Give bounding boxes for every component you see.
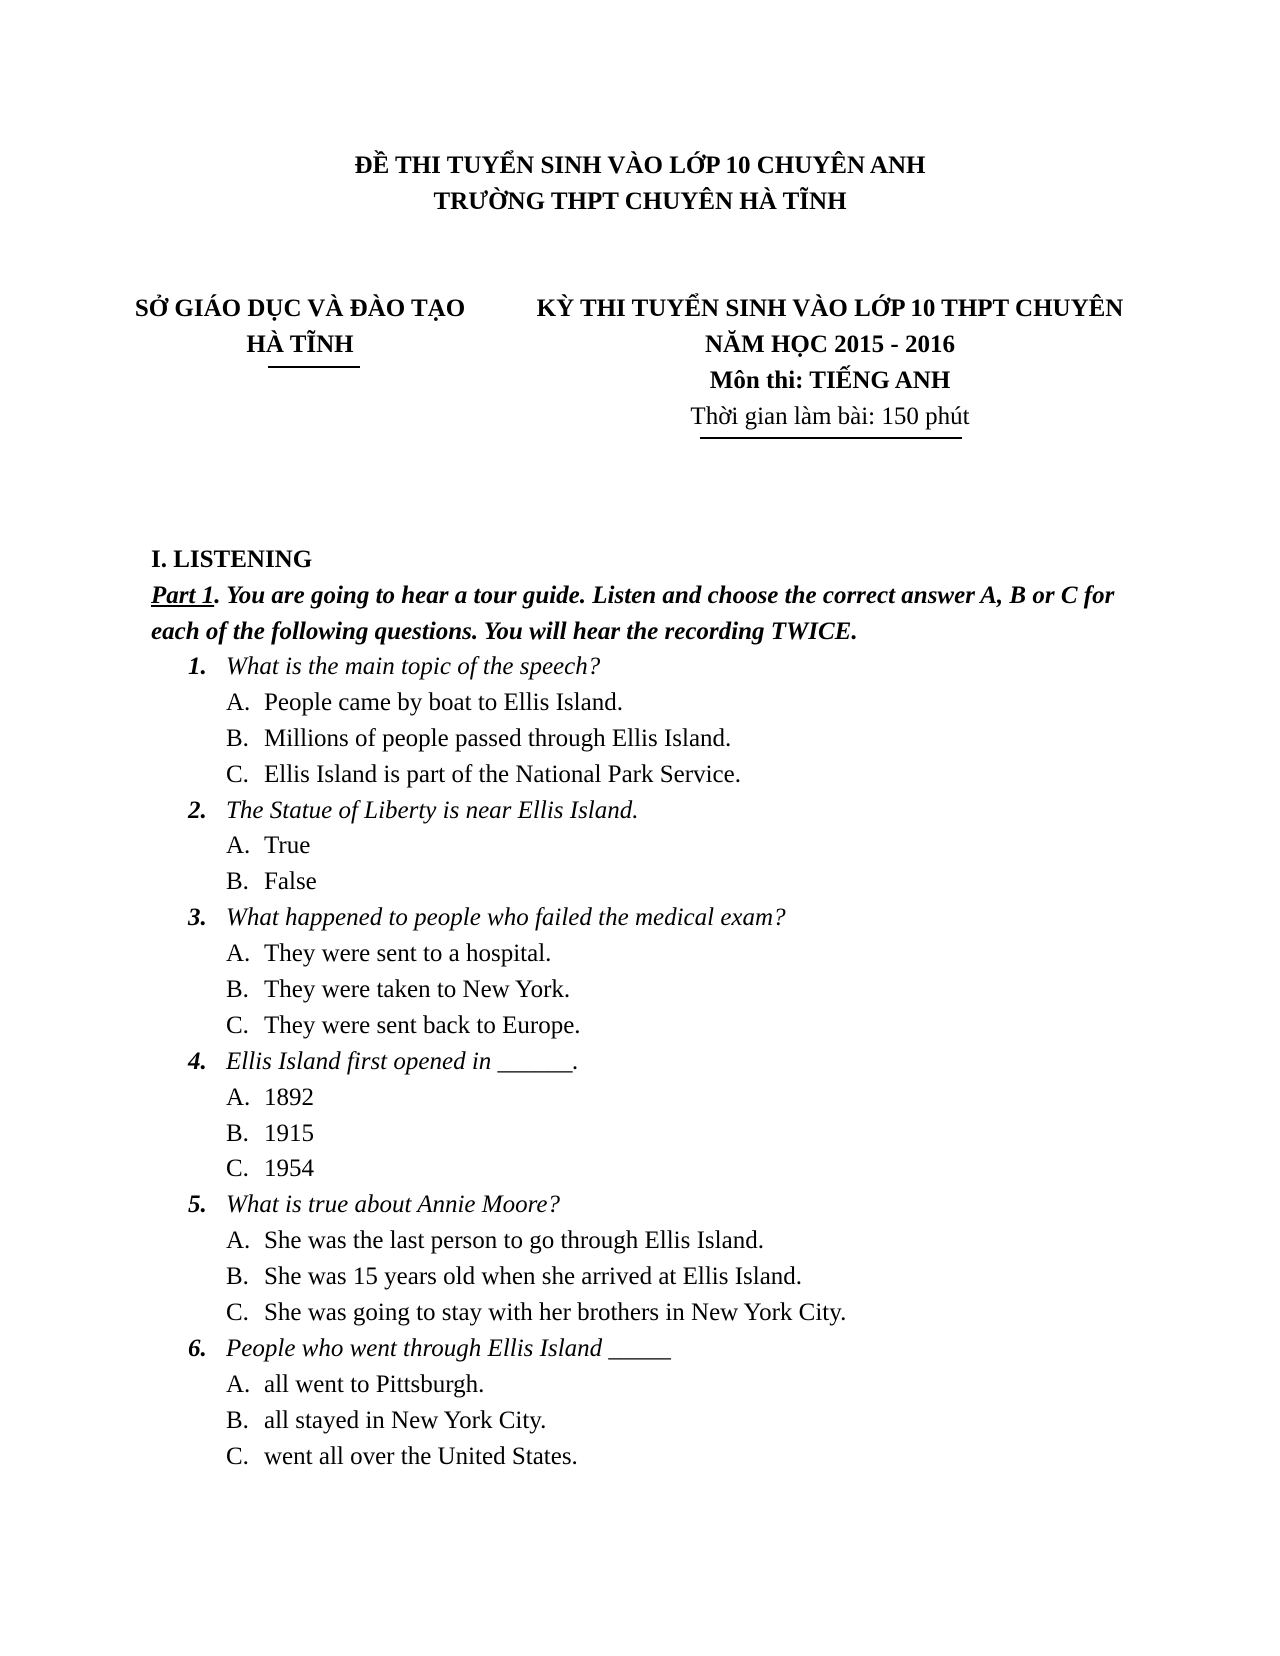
question-number: 4. (188, 1047, 207, 1075)
question (0, 1187, 1280, 1223)
option-letter: B. (226, 1406, 249, 1434)
option-text: They were sent to a hospital. (264, 940, 552, 968)
question-list (0, 649, 1280, 1474)
option-letter: A. (226, 1227, 251, 1255)
question-text: The Statue of Liberty is near Ellis Island. (226, 796, 639, 824)
option-text: People came by boat to Ellis Island. (264, 688, 623, 716)
option-letter: A. (226, 940, 251, 968)
answer-option (0, 1116, 1280, 1152)
part-label: Part 1 (151, 582, 215, 609)
answer-option (0, 1403, 1280, 1439)
question (0, 649, 1280, 685)
answer-option (0, 828, 1280, 864)
question-text: Ellis Island first opened in ______. (226, 1047, 579, 1075)
option-text: 1892 (264, 1083, 314, 1111)
answer-option (0, 1080, 1280, 1116)
answer-option (0, 757, 1280, 793)
option-text: 1954 (264, 1155, 314, 1183)
option-letter: B. (226, 868, 249, 896)
option-text: She was the last person to go through Ellis Island. (264, 1227, 764, 1255)
question (0, 793, 1280, 829)
time-limit: Thời gian làm bài: 150 phút (690, 403, 970, 430)
section-heading: I. LISTENING (151, 546, 313, 573)
document-title (0, 148, 1280, 220)
answer-option (0, 685, 1280, 721)
issuer-block (110, 291, 490, 363)
option-text: She was going to stay with her brothers in New York City. (264, 1299, 847, 1327)
option-letter: C. (226, 760, 249, 788)
question-text: What is the main topic of the speech? (226, 653, 601, 680)
option-text: They were taken to New York. (264, 976, 571, 1004)
question-text: What is true about Annie Moore? (226, 1191, 560, 1219)
issuer-line-1: SỞ GIÁO DỤC VÀ ĐÀO TẠO (134, 295, 466, 322)
title-line-1: ĐỀ THI TUYỂN SINH VÀO LỚP 10 CHUYÊN ANH (354, 152, 926, 179)
option-text: went all over the United States. (264, 1442, 578, 1470)
answer-option (0, 1008, 1280, 1044)
option-letter: A. (226, 832, 251, 860)
answer-option (0, 972, 1280, 1008)
option-letter: C. (226, 1011, 249, 1039)
issuer-line-2: HÀ TĨNH (246, 331, 354, 358)
question (0, 1331, 1280, 1367)
option-letter: C. (226, 1299, 249, 1327)
answer-option (0, 721, 1280, 757)
title-line-2: TRƯỜNG THPT CHUYÊN HÀ TĨNH (433, 188, 847, 215)
subject: Môn thi: TIẾNG ANH (709, 367, 951, 394)
part-instruction (151, 578, 1131, 650)
question-number: 6. (188, 1334, 207, 1362)
answer-option (0, 1223, 1280, 1259)
option-text: False (264, 868, 317, 896)
option-letter: A. (226, 688, 251, 716)
option-letter: B. (226, 724, 249, 752)
option-text: Ellis Island is part of the National Park Service. (264, 760, 741, 788)
question-text: What happened to people who failed the medical exam? (226, 904, 786, 932)
question (0, 900, 1280, 936)
answer-option (0, 1259, 1280, 1295)
option-text: She was 15 years old when she arrived at Ellis Island. (264, 1263, 803, 1291)
answer-option (0, 1439, 1280, 1475)
issuer-divider (268, 366, 360, 368)
option-text: all went to Pittsburgh. (264, 1370, 485, 1398)
option-text: all stayed in New York City. (264, 1406, 547, 1434)
answer-option (0, 1151, 1280, 1187)
option-text: 1915 (264, 1119, 314, 1147)
question-number: 5. (188, 1191, 207, 1219)
answer-option (0, 1295, 1280, 1331)
question-number: 2. (188, 796, 207, 824)
option-text: Millions of people passed through Ellis Island. (264, 724, 732, 752)
answer-option (0, 1367, 1280, 1403)
option-letter: C. (226, 1155, 249, 1183)
exam-info-divider (700, 437, 962, 439)
option-letter: B. (226, 976, 249, 1004)
option-letter: B. (226, 1263, 249, 1291)
question-number: 1. (188, 653, 207, 680)
option-letter: B. (226, 1119, 249, 1147)
exam-info-block (500, 291, 1160, 435)
option-text: They were sent back to Europe. (264, 1011, 581, 1039)
question (0, 1044, 1280, 1080)
option-letter: A. (226, 1370, 251, 1398)
answer-option (0, 936, 1280, 972)
school-year: NĂM HỌC 2015 - 2016 (705, 331, 955, 358)
answer-option (0, 864, 1280, 900)
question-text: People who went through Ellis Island _____ (226, 1334, 671, 1362)
option-text: True (264, 832, 311, 860)
question-number: 3. (188, 904, 207, 932)
instruction-text: . You are going to hear a tour guide. Listen and choose the correct answer A, B or C for each of the following questions. You will hear the recording TWICE. (151, 582, 1115, 645)
option-letter: C. (226, 1442, 249, 1470)
exam-name: KỲ THI TUYỂN SINH VÀO LỚP 10 THPT CHUYÊN (536, 295, 1124, 322)
option-letter: A. (226, 1083, 251, 1111)
